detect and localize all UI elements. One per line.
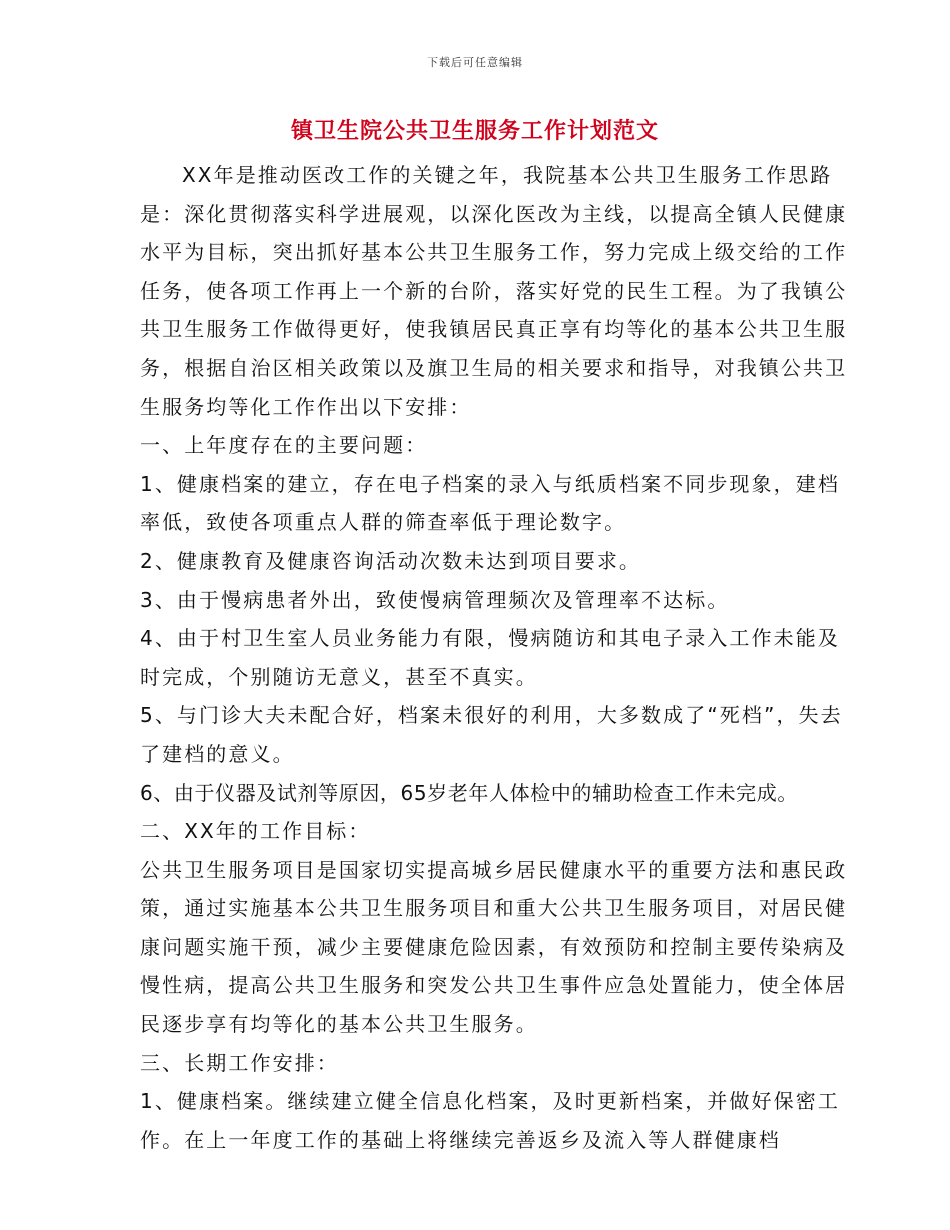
issue-item-5: 5、与门诊大夫未配合好，档案未很好的利用，大多数成了“死档”，失去了建档的意义。	[140, 703, 843, 766]
issue-item-4: 4、由于村卫生室人员业务能力有限，慢病随访和其电子录入工作未能及时完成，个别随访无意义，甚至不真实。	[140, 626, 840, 689]
issue-item-1: 1、健康档案的建立，存在电子档案的录入与纸质档案不同步现象，建档率低，致使各项重点人群的筛查率低于理论数字。	[140, 471, 840, 535]
section-heading-1: 一、上年度存在的主要问题：	[140, 433, 428, 458]
issue-item-2: 2、健康教育及健康咨询活动次数未达到项目要求。	[140, 548, 642, 573]
intro-paragraph: XX年是推动医改工作的关键之年，我院基本公共卫生服务工作思路是：深化贯彻落实科学进展观，以深化医改为主线，以提高全镇人民健康水平为目标，突出抓好基本公共卫生服务工作，努力完成上级交给的工作任务，使各项工作再上一个新的台阶，落实好党的民生工程。为了我镇公共卫生服务工作做得更好，使我镇居民真正享有均等化的基本公共卫生服务，根据自治区相关政策以及旗卫生局的相关要求和指导，对我镇公共卫生服务均等化工作作出以下安排：	[140, 163, 848, 419]
section-heading-3: 三、长期工作安排：	[140, 1050, 339, 1075]
issue-item-6: 6、由于仪器及试剂等原因，65岁老年人体检中的辅助检查工作未完成。	[140, 780, 798, 805]
section-heading-2: 二、XX年的工作目标：	[140, 819, 371, 844]
document-title: 镇卫生院公共卫生服务工作计划范文	[290, 118, 659, 144]
header-note: 下载后可任意编辑	[427, 56, 523, 69]
plan-item-1: 1、健康档案。继续建立健全信息化档案，及时更新档案，并做好保密工作。在上一年度工作的基础上将继续完善返乡及流入等人群健康档	[140, 1089, 840, 1152]
issue-item-3: 3、由于慢病患者外出，致使慢病管理频次及管理率不达标。	[140, 587, 730, 612]
goal-paragraph: 公共卫生服务项目是国家切实提高城乡居民健康水平的重要方法和惠民政策，通过实施基本公共卫生服务项目和重大公共卫生服务项目，对居民健康问题实施干预，减少主要健康危险因素，有效预防和控制主要传染病及慢性病，提高公共卫生服务和突发公共卫生事件应急处置能力，使全体居民逐步享有均等化的基本公共卫生服务。	[140, 857, 848, 1037]
document-body	[140, 156, 860, 1159]
